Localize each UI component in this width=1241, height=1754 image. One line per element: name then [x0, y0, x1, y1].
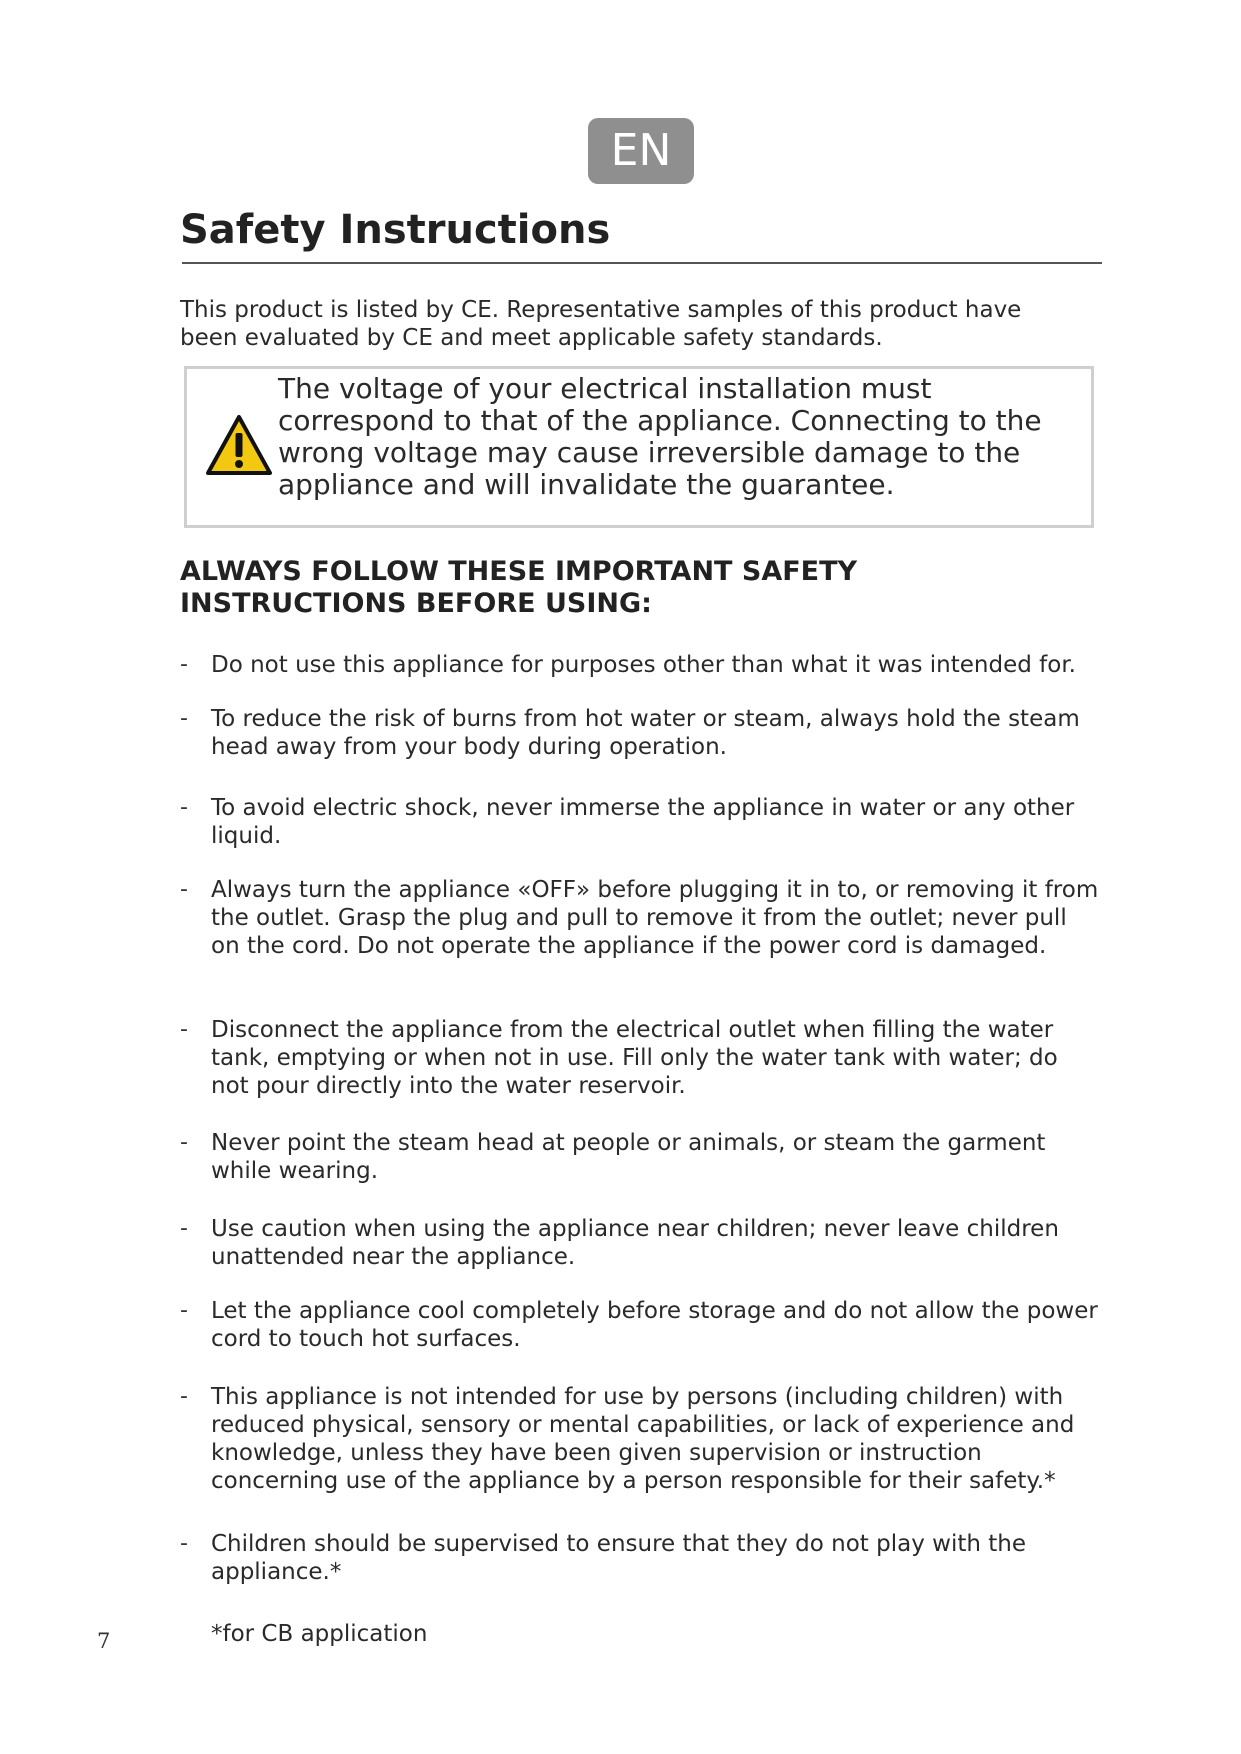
list-bullet: -: [180, 1531, 188, 1556]
voltage-warning-box: [184, 366, 1094, 528]
intro-paragraph: This product is listed by CE. Representative samples of this product have been evaluated by CE and meet applicable safety standards.: [180, 297, 1022, 351]
list-bullet: -: [180, 877, 188, 902]
instruction-text: Children should be supervised to ensure that they do not play with the appliance.*: [211, 1531, 1026, 1585]
list-bullet: -: [180, 795, 188, 820]
instruction-text: Use caution when using the appliance near children; never leave children unattended near the appliance.: [211, 1216, 1059, 1270]
instruction-text: This appliance is not intended for use by persons (including children) with reduced physical, sensory or mental capabilities, or lack of experience and knowledge, unless they have been given supervision or instruction concerning use of the appliance by a person responsible for their safety.*: [211, 1384, 1075, 1494]
title-divider: [182, 262, 1102, 264]
list-bullet: -: [180, 1384, 188, 1409]
list-bullet: -: [180, 1017, 188, 1042]
instruction-text: Always turn the appliance «OFF» before plugging it in to, or removing it from the outlet. Grasp the plug and pull to remove it from the outlet; never pull on the cord. Do not operate the appliance if the power cord is damaged.: [211, 877, 1099, 959]
list-bullet: -: [180, 706, 188, 731]
footnote: *for CB application: [211, 1621, 428, 1647]
page-title: Safety Instructions: [180, 207, 611, 253]
instruction-text: Disconnect the appliance from the electrical outlet when filling the water tank, emptying or when not in use. Fill only the water tank with water; do not pour directly into the water reservoir.: [211, 1017, 1058, 1099]
language-badge: EN: [588, 118, 694, 184]
section-heading: ALWAYS FOLLOW THESE IMPORTANT SAFETY INSTRUCTIONS BEFORE USING:: [180, 556, 858, 619]
warning-triangle-icon: [205, 413, 273, 477]
instruction-text: To avoid electric shock, never immerse the appliance in water or any other liquid.: [211, 795, 1075, 849]
instruction-text: Never point the steam head at people or animals, or steam the garment while wearing.: [211, 1130, 1046, 1184]
list-bullet: -: [180, 1216, 188, 1241]
instruction-text: Do not use this appliance for purposes other than what it was intended for.: [211, 652, 1076, 678]
instruction-text: To reduce the risk of burns from hot water or steam, always hold the steam head away from your body during operation.: [211, 706, 1080, 760]
list-bullet: -: [180, 652, 188, 677]
list-bullet: -: [180, 1298, 188, 1323]
page-number: 7: [97, 1629, 111, 1653]
instruction-text: Let the appliance cool completely before storage and do not allow the power cord to touch hot surfaces.: [211, 1298, 1098, 1352]
list-bullet: -: [180, 1130, 188, 1155]
warning-text: The voltage of your electrical installation must correspond to that of the appliance. Connecting to the wrong voltage may cause irreversible damage to the appliance and will invalidate the guarantee.: [278, 372, 1042, 501]
